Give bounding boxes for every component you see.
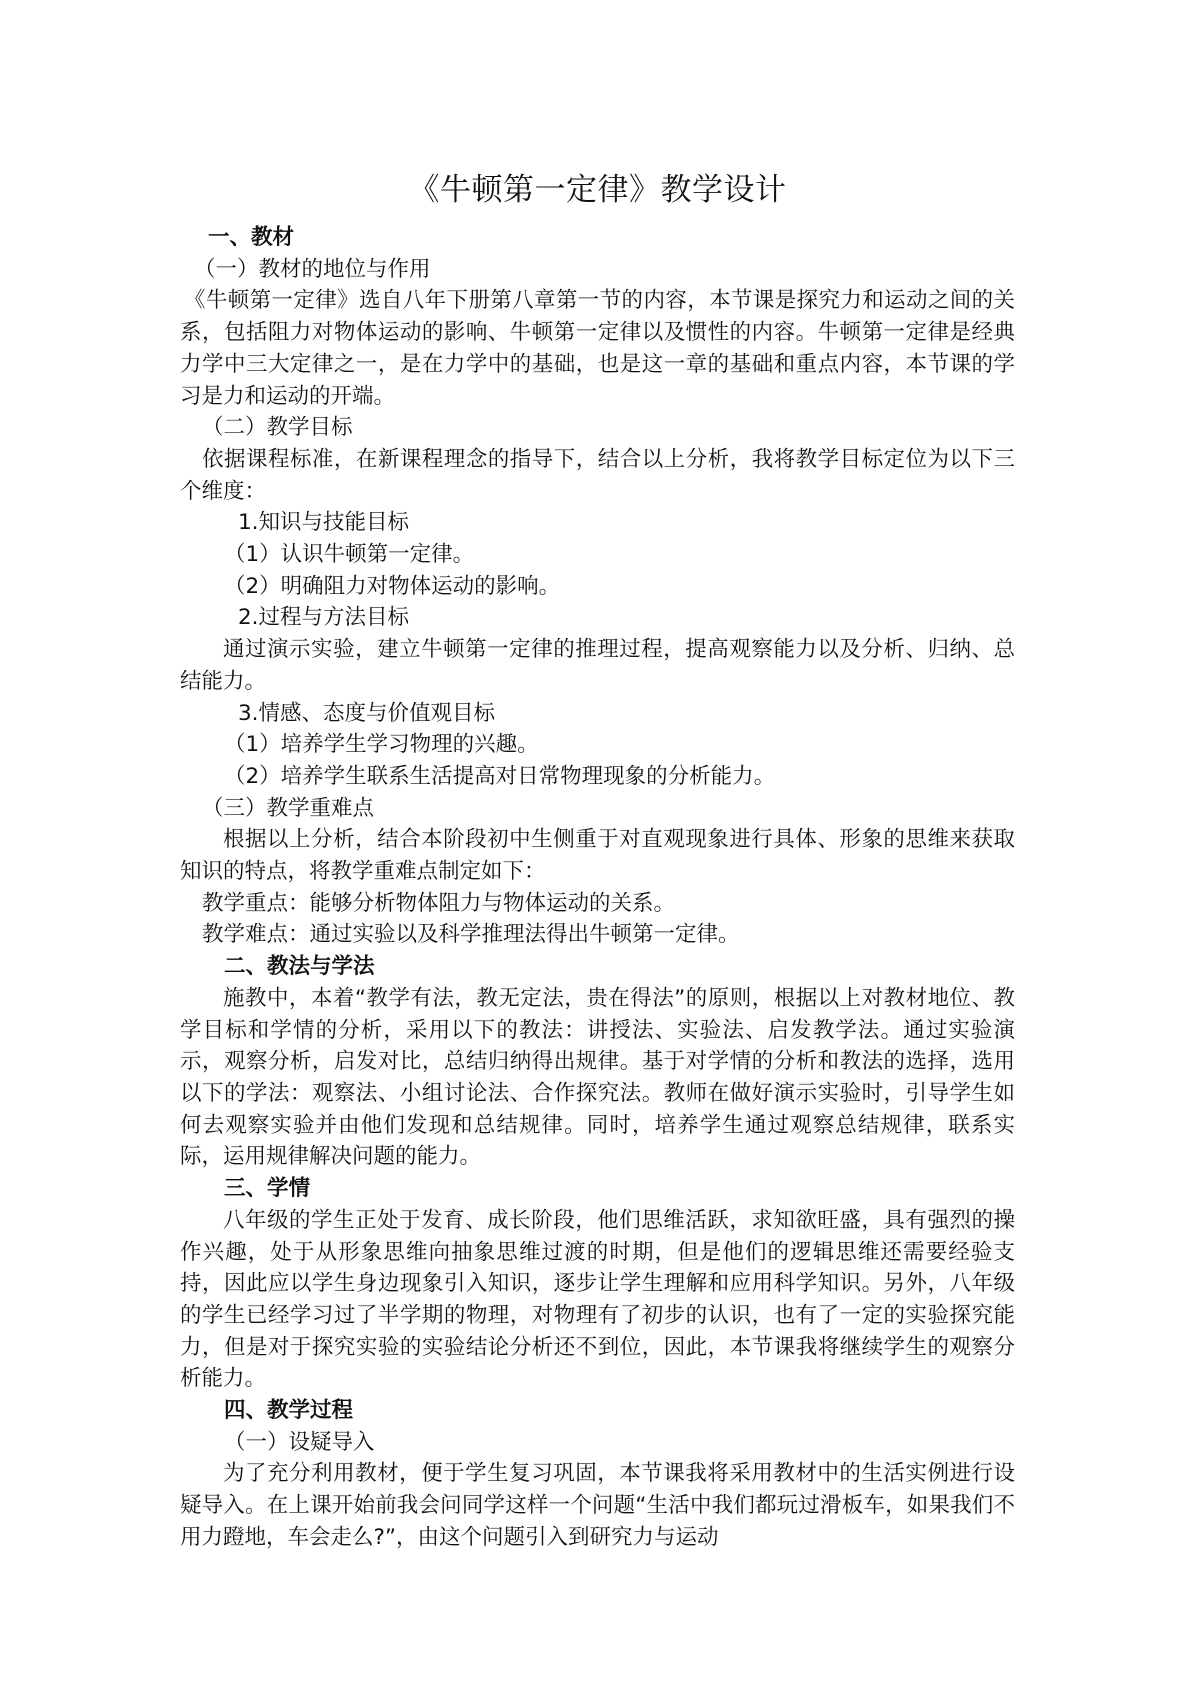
subsection-heading-key-difficult: （三）教学重难点 [202, 795, 375, 821]
section-heading-teaching-process: 四、教学过程 [224, 1398, 354, 1424]
difficult-point: 教学难点：通过实验以及科学推理法得出牛顿第一定律。 [202, 922, 740, 948]
paragraph-lead-in: 为了充分利用教材，便于学生复习巩固，本节课我将采用教材中的生活实例进行设疑导入。在上课开始前我会问同学这样一个问题“生活中我们都玩过滑板车，如果我们不用力蹬地，车会走么?”，由这个问题引入到研究力与运动 [180, 1461, 1015, 1550]
section-heading-methods: 二、教法与学法 [224, 954, 375, 980]
document-body [180, 164, 1015, 1554]
section-heading-learner-analysis: 三、学情 [224, 1176, 311, 1202]
paragraph-process-method: 通过演示实验，建立牛顿第一定律的推理过程，提高观察能力以及分析、归纳、总结能力。 [180, 637, 1015, 694]
paragraph-key-difficult: 根据以上分析，结合本阶段初中生侧重于对直观现象进行具体、形象的思维来获取知识的特点，将教学重难点制定如下： [180, 827, 1015, 885]
goal-emotion-item-2: （2）培养学生联系生活提高对日常物理现象的分析能力。 [224, 763, 776, 789]
paragraph-teaching-goals: 依据课程标准，在新课程理念的指导下，结合以上分析，我将教学目标定位为以下三个维度： [180, 446, 1015, 504]
goal-knowledge-item-1: （1）认识牛顿第一定律。 [224, 542, 475, 568]
key-point: 教学重点：能够分析物体阻力与物体运动的关系。 [202, 890, 676, 916]
paragraph-position-role: 《牛顿第一定律》选自八年下册第八章第一节的内容，本节课是探究力和运动之间的关系，包括阻力对物体运动的影响、牛顿第一定律以及惯性的内容。牛顿第一定律是经典力学中三大定律之一，是在力学中的基础，也是这一章的基础和重点内容，本节课的学习是力和运动的开端。 [180, 288, 1015, 409]
goal-emotion-item-1: （1）培养学生学习物理的兴趣。 [224, 732, 539, 758]
document-title: 《牛顿第一定律》教学设计 [408, 172, 787, 208]
subsection-heading-teaching-goals: （二）教学目标 [202, 415, 353, 441]
goal-emotion-attitude: 3.情感、态度与价值观目标 [238, 700, 496, 726]
subsection-heading-lead-in: （一）设疑导入 [224, 1429, 375, 1455]
goal-knowledge-skills: 1.知识与技能目标 [238, 510, 410, 536]
paragraph-methods: 施教中，本着“教学有法，教无定法，贵在得法”的原则，根据以上对教材地位、教学目标和学情的分析，采用以下的教法：讲授法、实验法、启发教学法。通过实验演示，观察分析，启发对比，总结归纳得出规律。基于对学情的分析和教法的选择，选用以下的学法：观察法、小组讨论法、合作探究法。教师在做好演示实验时，引导学生如何去观察实验并由他们发现和总结规律。同时，培养学生通过观察总结规律，联系实际，运用规律解决问题的能力。 [180, 985, 1015, 1170]
goal-process-method: 2.过程与方法目标 [238, 605, 410, 631]
subsection-heading-position-role: （一）教材的地位与作用 [194, 256, 431, 282]
goal-knowledge-item-2: （2）明确阻力对物体运动的影响。 [224, 573, 561, 599]
paragraph-learner-analysis: 八年级的学生正处于发育、成长阶段，他们思维活跃，求知欲旺盛，具有强烈的操作兴趣，处于从形象思维向抽象思维过渡的时期，但是他们的逻辑思维还需要经验支持，因此应以学生身边现象引入知识，逐步让学生理解和应用科学知识。另外，八年级的学生已经学习过了半学期的物理，对物理有了初步的认识，也有了一定的实验探究能力，但是对于探究实验的实验结论分析还不到位，因此，本节课我将继续学生的观察分析能力。 [180, 1207, 1015, 1392]
section-heading-materials: 一、教材 [208, 225, 295, 250]
